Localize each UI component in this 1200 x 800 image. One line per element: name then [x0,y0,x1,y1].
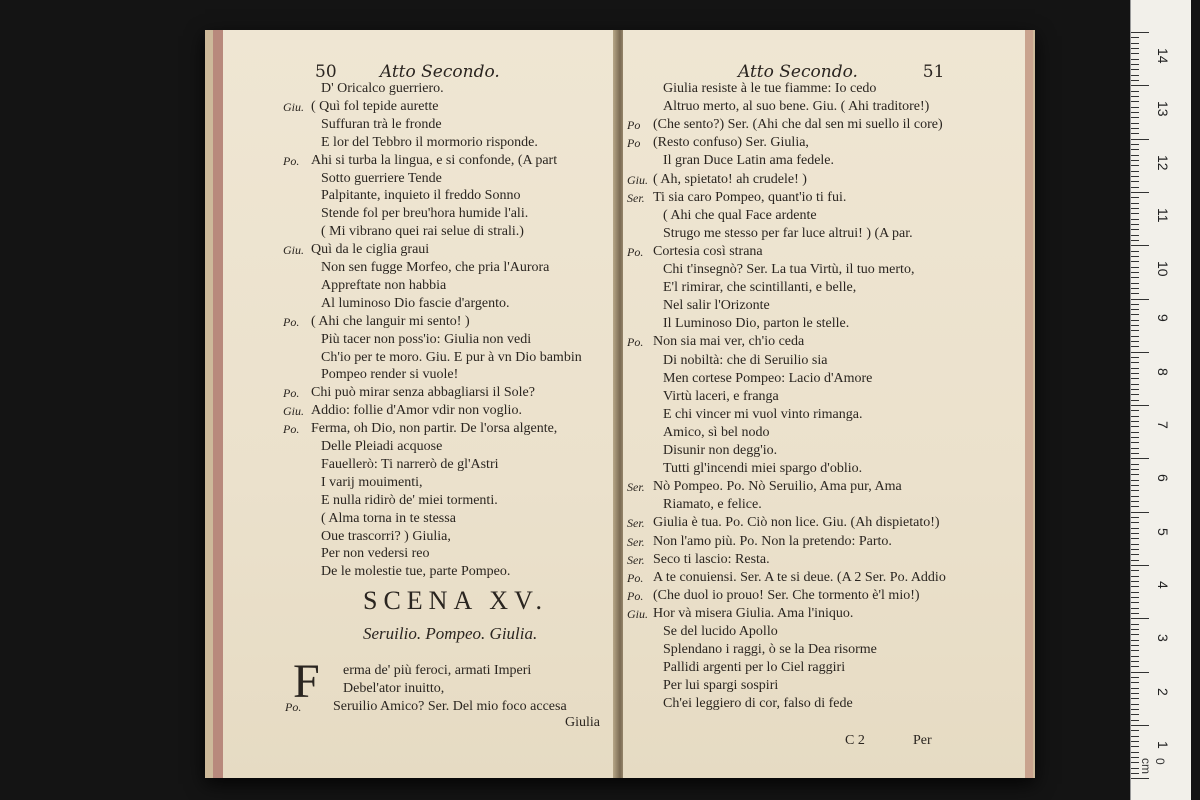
verse-line: Per non vedersi reo [321,546,430,562]
speaker-label: Giu. [283,243,304,258]
ruler-tick [1131,283,1139,284]
ruler-tick [1131,235,1139,236]
ruler-tick [1131,490,1139,491]
ruler-tick [1131,336,1139,337]
verse-line: Riamato, e felice. [663,497,762,513]
ruler-tick [1131,538,1139,539]
ruler-tick [1131,346,1139,347]
ruler-tick [1131,496,1139,497]
verse-line: ( Ah, spietato! ah crudele! ) [653,171,807,187]
ruler-tick [1131,208,1139,209]
speaker-label: Po. [283,153,300,168]
ruler-tick [1131,421,1139,422]
ruler-tick [1131,176,1139,177]
ruler-tick [1131,688,1139,689]
ruler-tick [1131,107,1139,108]
ruler-tick [1131,357,1139,358]
verse-line: Debel'ator inuitto, [343,681,445,696]
speaker-label: Ser. [627,516,645,531]
ruler-tick [1131,544,1139,545]
ruler-tick [1131,458,1149,459]
verse-line: Amico, sì bel nodo [663,424,770,440]
speaker-label: Giu. [283,99,304,114]
ruler-tick [1131,144,1139,145]
ruler-tick [1131,650,1139,651]
verse-line: Ahi si turba la lingua, e si confonde, (A part [311,152,558,168]
ruler-tick [1131,709,1139,710]
ruler-tick [1131,219,1139,220]
verse-line: ( Quì fol tepide aurette [311,98,439,114]
ruler-number: 5 [1155,527,1171,536]
ruler-tick [1131,666,1139,667]
verse-line: E chi vincer mi vuol vinto rimanga. [663,406,863,422]
ruler-tick [1131,394,1139,395]
verse-line: Palpitante, inquieto il freddo Sonno [321,188,521,204]
verse-line: E lor del Tebbro il mormorio risponde. [321,134,538,150]
verse-line: Se del lucido Apollo [663,624,778,639]
verse-line: Seruilio Amico? Ser. Del mio foco accesa [333,699,567,714]
ruler-tick [1131,123,1139,124]
verse-line: ( Ahi che languir mi sento! ) [311,313,470,329]
left-page [213,30,628,778]
ruler-unit-label: 0 cm [1139,758,1167,774]
ruler-tick [1131,330,1139,331]
ruler-tick [1131,661,1139,662]
ruler-tick [1131,389,1139,390]
ruler-tick [1131,133,1139,134]
ruler-tick [1131,618,1149,619]
ruler-tick [1131,485,1139,486]
ruler-tick [1131,80,1139,81]
ruler-tick [1131,256,1139,257]
ruler-tick [1131,320,1139,321]
ruler-tick [1131,272,1139,273]
verse-line: Pallidi argenti per lo Ciel raggiri [663,660,846,676]
ruler-tick [1131,53,1139,54]
ruler-tick [1131,480,1139,481]
ruler-tick [1131,581,1139,582]
verse-line: Ti sia caro Pompeo, quant'io ti fui. [653,189,847,205]
open-book [205,30,1035,778]
verse-line: Suffuran trà le fronde [321,116,442,132]
verse-line: Di nobiltà: che di Seruilio sia [663,352,828,368]
ruler-number: 6 [1155,474,1171,483]
ruler-number: 12 [1155,154,1171,171]
ruler-tick [1131,251,1139,252]
ruler-tick [1131,181,1139,182]
ruler-tick [1131,416,1139,417]
ruler-tick [1131,112,1139,113]
ruler-tick [1131,91,1139,92]
verse-line: Virtù laceri, e franga [663,388,779,404]
ruler-tick [1131,229,1139,230]
verse-line: Il Luminoso Dio, parton le stelle. [663,316,850,332]
ruler-number: 13 [1155,101,1171,117]
ruler-tick [1131,240,1139,241]
ruler-tick [1131,160,1139,161]
ruler-number: 4 [1155,580,1171,589]
ruler-tick [1131,362,1139,363]
ruler-tick [1131,267,1139,268]
ruler-tick [1131,117,1139,118]
verse-line: Disunir non degg'io. [663,443,778,458]
ruler-tick [1131,506,1139,507]
ruler-tick [1131,368,1139,369]
verse-line: ( Alma torna in te stessa [321,510,456,526]
verse-line: Strugo me stesso per far luce altrui! ) (A par. [663,225,913,241]
ruler-tick [1131,698,1139,699]
ruler-tick [1131,576,1139,577]
ruler-tick [1131,528,1139,529]
ruler-tick [1131,437,1139,438]
ruler-tick [1131,245,1149,246]
verse-line: Più tacer non poss'io: Giulia non vedi [321,331,532,347]
ruler-tick [1131,597,1139,598]
ruler-tick [1131,677,1139,678]
verse-line: Cortesia così strana [653,243,763,259]
speaker-label: Ser. [627,190,645,205]
speaker-label: Ser. [627,480,645,495]
ruler-tick [1131,613,1139,614]
ruler-tick [1131,341,1139,342]
ruler-tick [1131,373,1139,374]
ruler-tick [1131,640,1139,641]
verse-line: Nò Pompeo. Po. Nò Seruilio, Ama pur, Ama [653,479,902,495]
verse-line: Ferma, oh Dio, non partir. De l'orsa algente, [311,421,558,437]
ruler-number: 10 [1155,261,1171,277]
ruler-number: 1 [1155,740,1171,749]
verse-line: Ch'io per te moro. Giu. E pur à vn Dio bambin [321,349,582,365]
ruler-tick [1131,634,1139,635]
speaker-label: Po. [627,335,644,350]
verse-line: (Resto confuso) Ser. Giulia, [653,135,809,151]
ruler-tick [1131,624,1139,625]
ruler-tick [1131,746,1139,747]
ruler-tick [1131,155,1139,156]
ruler-tick [1131,608,1139,609]
right-page-header [738,62,944,82]
ruler-tick [1131,773,1139,774]
ruler-number: 14 [1155,47,1171,64]
ruler-tick [1131,570,1139,571]
ruler-tick [1131,448,1139,449]
speaker-label: Po. [283,422,300,437]
ruler-tick [1131,656,1139,657]
ruler-tick [1131,714,1139,715]
right-page-number: 51 [922,62,945,82]
ruler-tick [1131,629,1139,630]
speaker-label: Po [627,118,641,133]
ruler-number: 2 [1155,687,1171,696]
speaker-label: Po. [627,244,644,259]
ruler-tick [1131,187,1139,188]
verse-line: Per lui spargi sospiri [663,678,779,694]
ruler-tick [1131,442,1139,443]
verse-line: Men cortese Pompeo: Lacio d'Amore [663,370,873,386]
verse-line: Addio: follie d'Amor vdir non voglio. [311,403,522,419]
ruler-tick [1131,203,1139,204]
speaker-label: Po. [283,386,300,401]
ruler-tick [1131,261,1139,262]
ruler-number: 3 [1155,634,1171,643]
ruler-number: 7 [1155,421,1171,429]
verse-line: E nulla ridirò de' miei tormenti. [321,492,498,508]
speaker-label: Po [627,136,641,151]
verse-line: Hor và misera Giulia. Ama l'iniquo. [653,605,854,621]
verse-line: Nel salir l'Orizonte [663,298,770,314]
ruler-tick [1131,43,1139,44]
ruler-tick [1131,453,1139,454]
scene-title: SCENA XV. [363,586,549,615]
ruler-tick [1131,213,1139,214]
ruler-tick [1131,560,1139,561]
verse-line: Chi t'insegnò? Ser. La tua Virtù, il tuo merto, [663,262,915,277]
ruler-tick [1131,426,1139,427]
verse-line: De le molestie tue, parte Pompeo. [321,564,511,580]
verse-line: Giulia resiste à le tue fiamme: Io cedo [663,81,877,96]
ruler-tick [1131,720,1139,721]
speaker-label: Ser. [627,552,645,567]
ruler-tick [1131,730,1139,731]
verse-line: Il gran Duce Latin ama fedele. [663,153,835,169]
ruler-tick [1131,293,1139,294]
speaker-label: Po. [283,314,300,329]
speaker-label: Po. [627,570,644,585]
verse-line: (Che sento?) Ser. (Ahi che dal sen mi suello il core) [653,117,943,133]
ruler-tick [1131,171,1139,172]
ruler-tick [1131,768,1139,769]
verse-line: Splendano i raggi, ò se la Dea risorme [663,642,877,658]
drop-capital: F [293,655,320,708]
ruler-tick [1131,139,1149,140]
verse-line: E'l rimirar, che scintillanti, e belle, [663,280,857,296]
speaker-label: Po. [627,588,644,603]
ruler-tick [1131,501,1139,502]
verse-line: Giulia è tua. Po. Ciò non lice. Giu. (Ah dispietato!) [653,515,940,531]
verse-line: Ch'ei leggiero di cor, falso di fede [663,696,853,712]
measuring-ruler [1130,0,1191,800]
left-running-head: Atto Secondo. [379,62,500,82]
verse-line: Appreftate non habbia [321,277,447,293]
ruler-tick [1131,432,1139,433]
ruler-tick [1131,192,1149,193]
ruler-tick [1131,299,1149,300]
ruler-tick [1131,592,1139,593]
speaker-label: Giu. [627,606,648,621]
ruler-tick [1131,288,1139,289]
verse-line: D' Oricalco guerriero. [321,81,444,96]
ruler-tick [1131,757,1139,758]
ruler-tick [1131,85,1149,86]
ruler-tick [1131,96,1139,97]
ruler-tick [1131,464,1139,465]
ruler-tick [1131,378,1139,379]
left-page-header [315,62,500,82]
ruler-tick [1131,400,1139,401]
ruler-tick [1131,48,1139,49]
ruler-tick [1131,693,1139,694]
ruler-tick [1131,277,1139,278]
ruler-tick [1131,309,1139,310]
verse-line: Altruo merto, al suo bene. Giu. ( Ahi traditore!) [663,99,930,115]
verse-line: Fauellerò: Ti narrerò de gl'Astri [321,456,499,472]
ruler-tick [1131,37,1139,38]
verse-line: Seco ti lascio: Resta. [653,551,770,567]
ruler-tick [1131,405,1149,406]
right-page [623,30,1033,778]
ruler-tick [1131,384,1139,385]
verse-line: ( Ahi che qual Face ardente [663,207,817,223]
ruler-tick [1131,352,1149,353]
ruler-tick [1131,645,1139,646]
ruler-number: 9 [1155,314,1171,323]
ruler-tick [1131,149,1139,150]
ruler-tick [1131,165,1139,166]
ruler-tick [1131,469,1139,470]
speaker-label: Po. [285,700,302,714]
verse-line: Oue trascorri? ) Giulia, [321,528,451,544]
ruler-tick [1131,64,1139,65]
ruler-tick [1131,725,1149,726]
ruler-tick [1131,549,1139,550]
ruler-tick [1131,410,1139,411]
ruler-tick [1131,224,1139,225]
speaker-label: Ser. [627,534,645,549]
verse-line: I varij mouimenti, [321,474,423,490]
verse-line: Sotto guerriere Tende [321,170,442,186]
ruler-tick [1131,762,1139,763]
ruler-tick [1131,554,1139,555]
speaker-label: Giu. [627,172,648,187]
ruler-tick [1131,565,1149,566]
ruler-tick [1131,474,1139,475]
left-page-number: 50 [315,62,337,82]
ruler-tick [1131,522,1139,523]
ruler-tick [1131,325,1139,326]
verse-line: Quì da le ciglia graui [311,242,430,258]
signature-mark: C 2 [845,733,865,748]
ruler-tick [1131,752,1139,753]
ruler-tick [1131,101,1139,102]
ruler-tick [1131,197,1139,198]
verse-line: Tutti gl'incendi miei spargo d'oblio. [663,461,863,477]
verse-line: Non l'amo più. Po. Non la pretendo: Parto. [653,533,892,549]
ruler-number: 8 [1155,367,1171,376]
ruler-tick [1131,741,1139,742]
verse-line: erma de' più feroci, armati Imperi [343,663,532,678]
ruler-tick [1131,704,1139,705]
verse-line: Chi può mirar senza abbagliarsi il Sole? [311,385,535,401]
verse-line: Non sia mai ver, ch'io ceda [653,334,805,350]
ruler-tick [1131,682,1139,683]
ruler-tick [1131,304,1139,305]
verse-line: Pompeo render si vuole! [321,367,459,383]
ruler-tick [1131,69,1139,70]
ruler-number: 11 [1155,207,1171,223]
ruler-tick [1131,75,1139,76]
ruler-tick [1131,533,1139,534]
verse-line: Non sen fugge Morfeo, che pria l'Aurora [321,260,550,275]
verse-line: Delle Pleiadi acquose [321,439,443,454]
ruler-tick [1131,736,1139,737]
verse-line: (Che duol io prouo! Ser. Che tormento è'l mio!) [653,587,920,603]
ruler-tick [1131,512,1149,513]
ruler-tick [1131,32,1149,33]
ruler-tick [1131,314,1139,315]
ruler-tick [1131,672,1149,673]
ruler-tick [1131,128,1139,129]
ruler-tick [1131,517,1139,518]
verse-line: Al luminoso Dio fascie d'argento. [321,295,510,311]
verse-line: Giulia [565,715,600,730]
verse-line: Stende fol per breu'hora humide l'ali. [321,206,529,222]
ruler-tick [1131,59,1139,60]
scene-characters: Seruilio. Pompeo. Giulia. [363,624,538,643]
verse-line: ( Mi vibrano quei rai selue di strali.) [321,224,524,240]
catchword: Per [913,733,932,748]
verse-line: A te conuiensi. Ser. A te si deue. (A 2 Ser. Po. Addio [653,569,946,585]
right-running-head: Atto Secondo. [738,62,858,82]
speaker-label: Giu. [283,404,304,419]
ruler-tick [1131,602,1139,603]
ruler-tick [1131,586,1139,587]
